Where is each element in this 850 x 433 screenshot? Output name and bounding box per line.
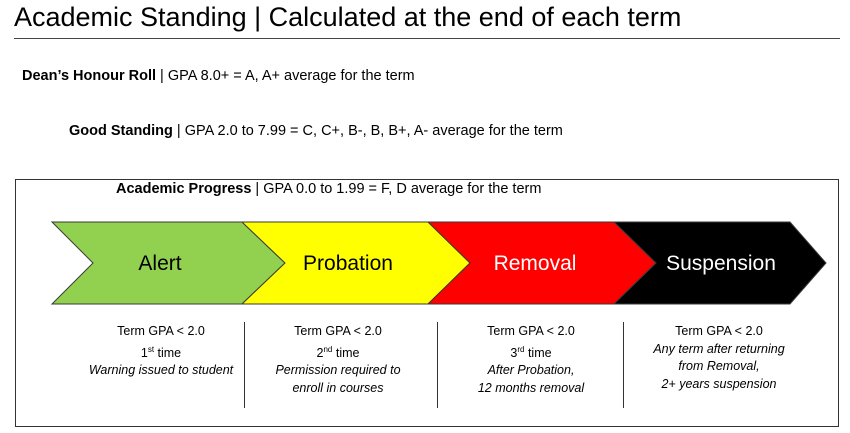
stage-probation-details: [243, 323, 433, 397]
page-title: Academic Standing | Calculated at the end of each term: [14, 2, 682, 32]
stage-removal-count: 3rd time: [510, 344, 552, 360]
stage-probation-count: 2nd time: [316, 344, 360, 360]
good-standing-label: Good Standing: [69, 123, 173, 139]
chevron-suspension-label: Suspension: [666, 252, 776, 275]
stage-probation-note-2: enroll in courses: [292, 380, 384, 395]
academic-progress-text: | GPA 0.0 to 1.99 = F, D average for the term: [251, 181, 542, 197]
stage-removal-details: [436, 323, 626, 397]
stage-alert-details: [66, 323, 256, 380]
stage-suspension-note-3: 2+ years suspension: [661, 376, 777, 391]
stage-removal-note-2: 12 months removal: [477, 380, 585, 395]
deans-honour-roll-text: | GPA 8.0+ = A, A+ average for the term: [156, 68, 415, 84]
stage-suspension-gpa: Term GPA < 2.0: [675, 324, 763, 338]
academic-progress-label: Academic Progress: [116, 181, 252, 197]
stage-suspension-note-2: from Removal,: [678, 359, 760, 373]
stage-suspension-note-1: Any term after returning: [653, 341, 785, 356]
stage-alert-gpa: Term GPA < 2.0: [117, 324, 205, 338]
chevron-alert: [52, 222, 285, 304]
chevron-removal-label: Removal: [493, 252, 577, 275]
stage-probation-gpa: Term GPA < 2.0: [294, 324, 382, 338]
stage-removal-gpa: Term GPA < 2.0: [487, 324, 575, 338]
stage-alert-count: 1st time: [140, 344, 182, 360]
chevron-alert-label: Alert: [138, 252, 182, 275]
good-standing-text: | GPA 2.0 to 7.99 = C, C+, B-, B, B+, A- average for the term: [172, 123, 563, 139]
stage-probation-note-1: Permission required to: [275, 363, 401, 378]
stage-removal-note-1: After Probation,: [487, 363, 575, 378]
chevron-probation-label: Probation: [303, 252, 393, 275]
stage-suspension-details: [624, 323, 814, 393]
stage-alert-note-1: Warning issued to student: [88, 363, 234, 378]
deans-honour-roll-label: Dean’s Honour Roll: [22, 68, 156, 84]
